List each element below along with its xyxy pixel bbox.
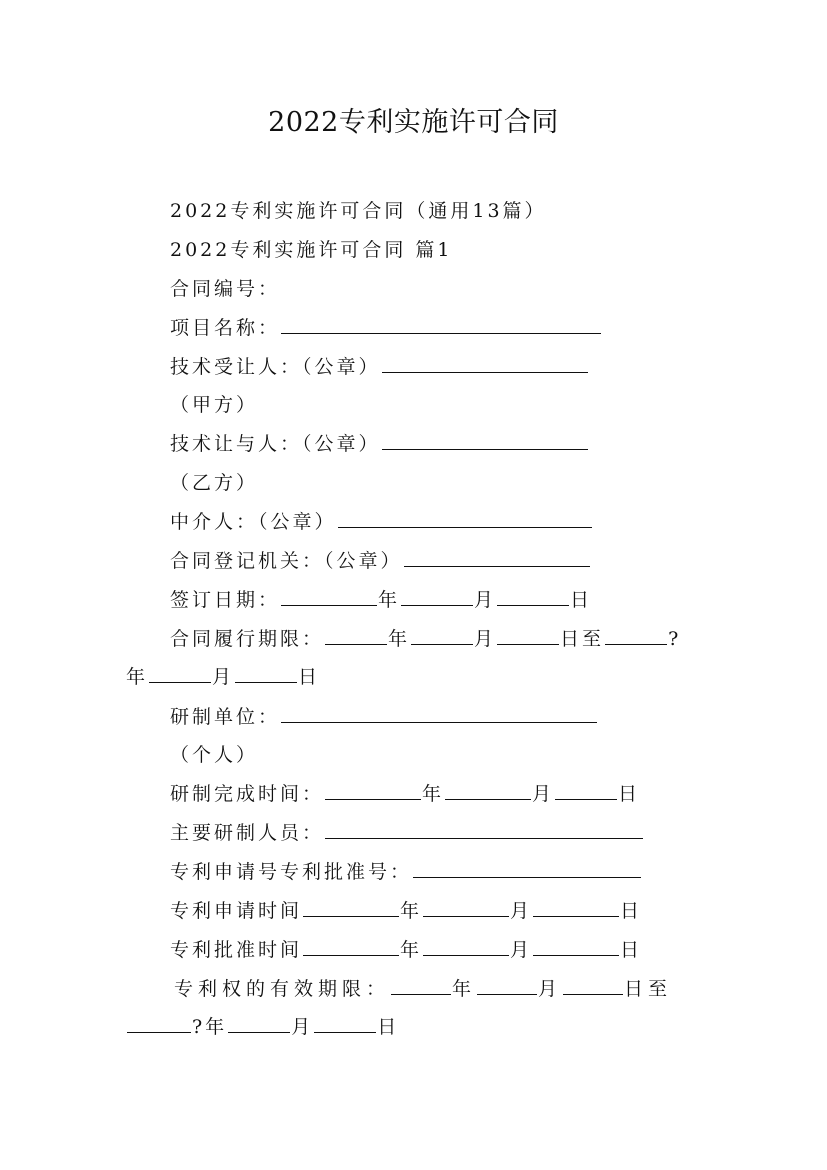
main-developers-label: 主要研制人员：: [170, 822, 325, 844]
day-text: 日: [620, 900, 643, 922]
registration-authority-row: [170, 548, 591, 574]
year-text: 年: [400, 939, 423, 961]
developer-unit-blank: [281, 704, 597, 723]
day-text: 日: [298, 666, 321, 688]
start-day-blank: [497, 626, 559, 645]
signing-year-blank: [281, 587, 377, 606]
year-text: 年: [452, 978, 477, 1000]
completion-day-blank: [555, 781, 617, 800]
intermediary-row: [170, 509, 593, 535]
performance-period-label: 合同履行期限：: [170, 628, 325, 650]
registration-authority-label: 合同登记机关：（公章）: [170, 550, 403, 572]
completion-time-label: 研制完成时间：: [170, 783, 325, 805]
validity-end-year-blank: [228, 1014, 290, 1033]
application-time-label: 专利申请时间: [170, 900, 303, 922]
main-developers-blank: [325, 820, 643, 839]
year-text: 年: [378, 589, 401, 611]
contract-number-label: 合同编号：: [170, 278, 281, 300]
developer-unit-label: 研制单位：: [170, 706, 281, 728]
validity-end-prefix-blank: [127, 1014, 191, 1033]
application-year-blank: [303, 898, 399, 917]
day-text: 日: [620, 939, 643, 961]
month-text: 月: [532, 783, 555, 805]
licensor-blank: [382, 431, 588, 450]
end-year-blank: [149, 664, 211, 683]
licensee-label: 技术受让人：（公章）: [170, 356, 381, 378]
day-to-text: 日至: [560, 628, 605, 650]
project-name-row: [170, 315, 602, 341]
signing-date-label: 签订日期：: [170, 589, 281, 611]
year-text: 年: [388, 628, 411, 650]
month-text: 月: [474, 628, 497, 650]
start-month-blank: [411, 626, 473, 645]
signing-day-blank: [497, 587, 569, 606]
end-month-blank: [235, 664, 297, 683]
licensor-label: 技术让与人：（公章）: [170, 433, 381, 455]
approval-time-row: [170, 937, 642, 963]
intermediary-label: 中介人：（公章）: [170, 511, 337, 533]
approval-year-blank: [303, 937, 399, 956]
validity-start-month-blank: [477, 976, 537, 995]
main-developers-row: [170, 820, 644, 846]
application-month-blank: [423, 898, 509, 917]
application-time-row: [170, 898, 642, 924]
validity-period-cont: [126, 1014, 399, 1040]
project-name-blank: [281, 315, 601, 334]
registration-authority-blank: [404, 548, 590, 567]
month-text: 月: [474, 589, 497, 611]
completion-year-blank: [325, 781, 421, 800]
end-prefix-blank: [605, 626, 667, 645]
intermediary-blank: [338, 509, 592, 528]
party-b-note: （乙方）: [170, 472, 259, 494]
licensee-row: [170, 354, 589, 380]
licensor-row: [170, 431, 589, 457]
application-day-blank: [533, 898, 619, 917]
section-heading: 2022专利实施许可合同 篇1: [170, 239, 453, 261]
approval-day-blank: [533, 937, 619, 956]
signing-month-blank: [401, 587, 473, 606]
validity-period-label: 专利权的有效期限：: [174, 978, 391, 1000]
year-text: 年: [422, 783, 445, 805]
project-name-label: 项目名称：: [170, 317, 281, 339]
day-text: 日: [377, 1016, 400, 1038]
completion-month-blank: [445, 781, 531, 800]
document-title: 2022专利实施许可合同: [268, 107, 559, 138]
party-a-note: （甲方）: [170, 394, 259, 416]
subtitle-line: 2022专利实施许可合同（通用13篇）: [170, 200, 547, 222]
performance-period-cont: [126, 664, 320, 690]
day-text: 日: [570, 589, 593, 611]
question-year-text: ?年: [192, 1016, 228, 1038]
validity-start-year-blank: [391, 976, 451, 995]
licensee-blank: [382, 354, 588, 373]
month-text: 月: [291, 1016, 314, 1038]
patent-number-blank: [413, 859, 641, 878]
approval-month-blank: [423, 937, 509, 956]
completion-time-row: [170, 781, 640, 807]
month-text: 月: [538, 978, 563, 1000]
validity-end-month-blank: [314, 1014, 376, 1033]
patent-number-label: 专利申请号专利批准号：: [170, 861, 413, 883]
signing-date-row: [170, 587, 592, 613]
year-text: 年: [400, 900, 423, 922]
performance-period-row: [170, 626, 681, 652]
day-to-text: 日至: [624, 978, 673, 1000]
year-text: 年: [126, 666, 149, 688]
developer-unit-row: [170, 704, 598, 730]
day-text: 日: [618, 783, 641, 805]
validity-start-day-blank: [563, 976, 623, 995]
approval-time-label: 专利批准时间: [170, 939, 303, 961]
month-text: 月: [212, 666, 235, 688]
question-mark: ?: [668, 628, 682, 650]
month-text: 月: [510, 939, 533, 961]
patent-number-row: [170, 859, 642, 885]
validity-period-row: [174, 976, 672, 1002]
start-year-blank: [325, 626, 387, 645]
month-text: 月: [510, 900, 533, 922]
individual-note: （个人）: [170, 744, 259, 766]
